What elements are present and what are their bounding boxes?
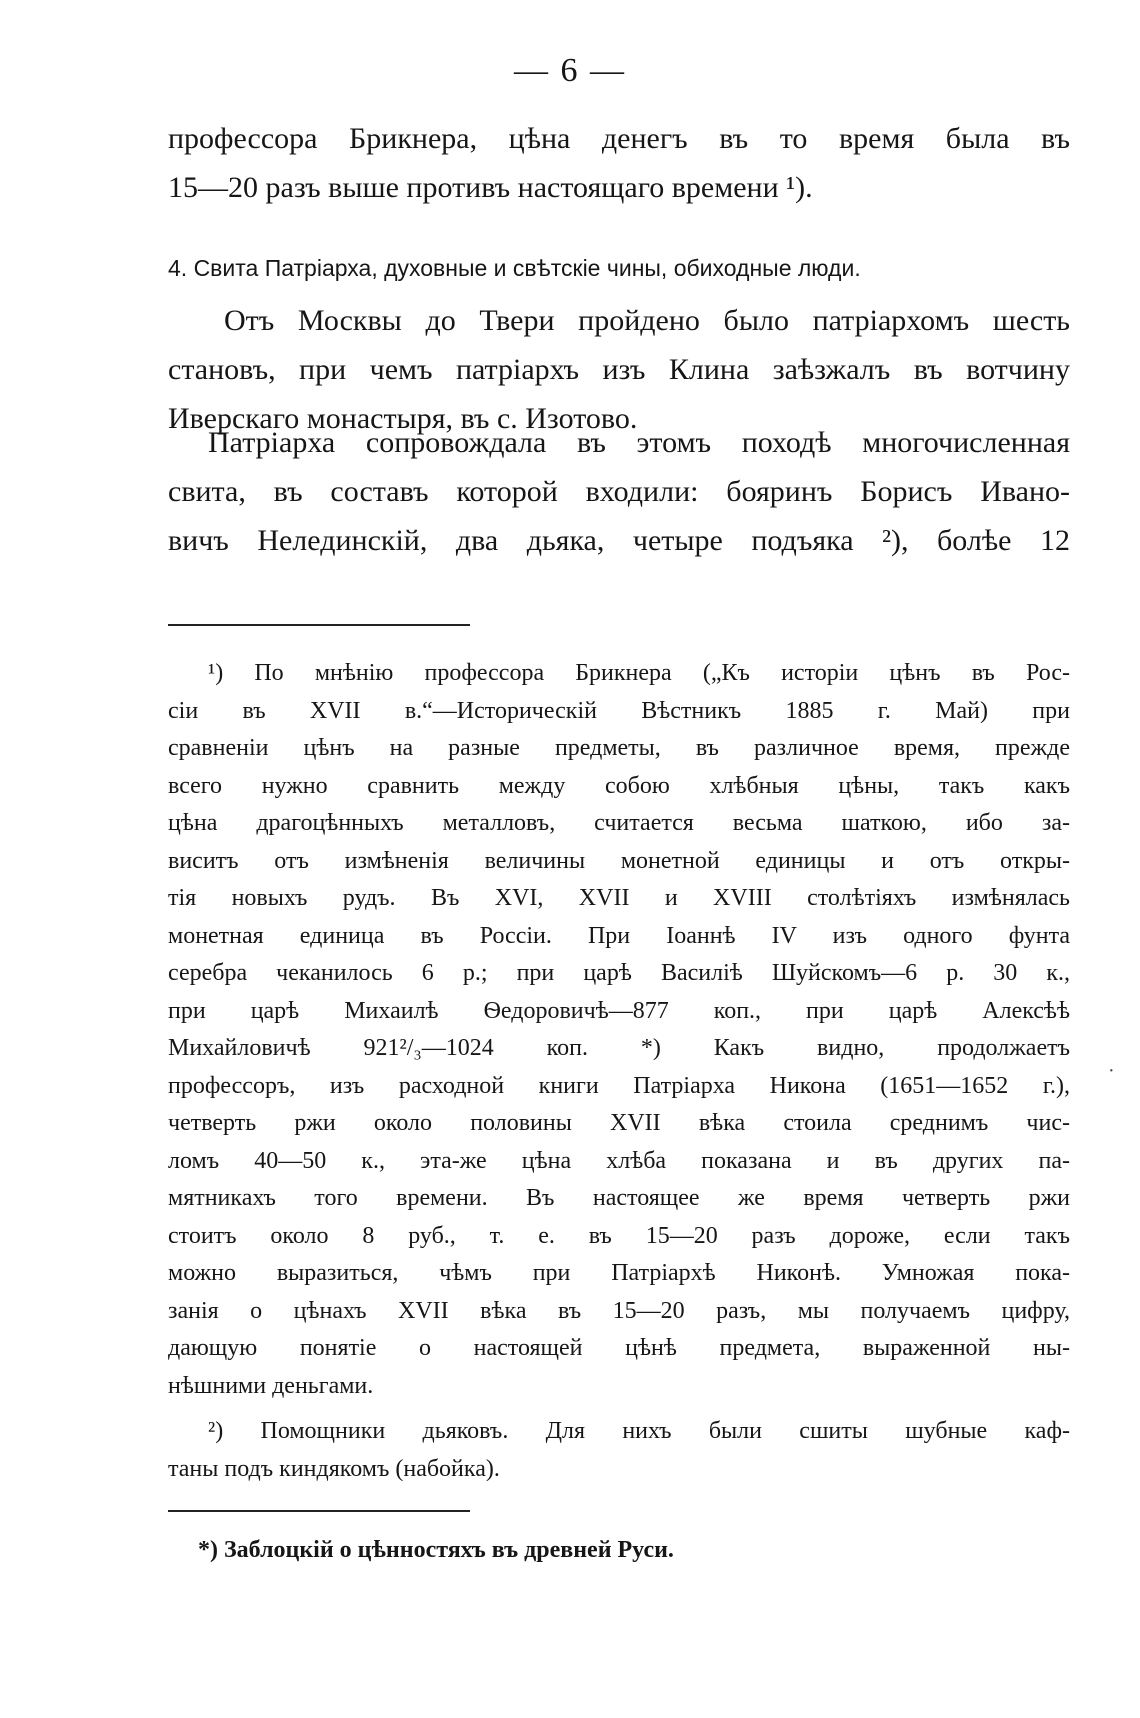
text-line: вичъ Нелединскій, два дьяка, четыре подъяка ²), болѣе 12 <box>168 524 1070 557</box>
footnote-star <box>168 1532 1070 1570</box>
page-number: — 6 — <box>514 52 626 89</box>
footnote-2 <box>168 1413 1070 1488</box>
text-line: 15—20 разъ выше противъ настоящаго времени ¹). <box>168 171 813 204</box>
footnote-line: мятникахъ того времени. Въ настоящее же время четверть ржи <box>168 1185 1070 1211</box>
footnote-line: Михайловичѣ 921²/₃—1024 коп. *) Какъ видно, продолжаетъ <box>168 1035 1070 1061</box>
text-line: Иверскаго монастыря, въ с. Изотово. <box>168 402 638 435</box>
paragraph-2 <box>168 418 1070 565</box>
footnote-line: стоитъ около 8 руб., т. е. въ 15—20 разъ дороже, если такъ <box>168 1222 1070 1249</box>
footnote-line: виситъ отъ измѣненія величины монетной единицы и отъ откры- <box>168 847 1070 874</box>
text-line: становъ, при чемъ патріархъ изъ Клина заѣзжалъ въ вотчину <box>168 353 1070 386</box>
footnote-line: тія новыхъ рудъ. Въ XVI, XVII и XVIII столѣтіяхъ измѣнялась <box>168 885 1070 911</box>
footnote-1 <box>168 655 1070 1405</box>
footnote-line: монетная единица въ Россіи. При Іоаннѣ IV изъ одного фунта <box>168 922 1070 949</box>
footnote-line: серебра чеканилось 6 р.; при царѣ Василіѣ Шуйскомъ—6 р. 30 к., <box>168 960 1070 986</box>
footnote-line: четверть ржи около половины XVII вѣка стоила среднимъ чис- <box>168 1110 1070 1136</box>
footnote-line: дающую понятіе о настоящей цѣнѣ предмета, выраженной ны- <box>168 1335 1070 1361</box>
footnote-line: *) Заблоцкій о цѣнностяхъ въ древней Руси. <box>198 1537 674 1563</box>
footnote-separator-2 <box>168 1510 470 1512</box>
footnote-line: профессоръ, изъ расходной книги Патріарха Никона (1651—1652 г.), <box>168 1072 1070 1099</box>
footnote-line: ²) Помощники дьяковъ. Для нихъ были сшиты шубные каф- <box>208 1418 1070 1444</box>
text-line: профессора Брикнера, цѣна денегъ въ то время была въ <box>168 122 1070 155</box>
footnote-line: сравненіи цѣнъ на разные предметы, въ различное время, прежде <box>168 735 1070 761</box>
text-line: Патріарха сопровождала въ этомъ походѣ многочисленная <box>208 426 1070 459</box>
text-line: свита, въ составъ которой входили: бояринъ Борисъ Ивано- <box>168 475 1070 508</box>
footnote-line: занія о цѣнахъ XVII вѣка въ 15—20 разъ, мы получаемъ цифру, <box>168 1297 1070 1324</box>
text-line: Отъ Москвы до Твери пройдено было патріархомъ шесть <box>224 304 1070 337</box>
footnote-line: таны подъ киндякомъ (набойка). <box>168 1455 500 1482</box>
footnote-line: ломъ 40—50 к., эта-же цѣна хлѣба показана и въ других па- <box>168 1147 1070 1174</box>
footnote-line: сіи въ XVII в.“—Историческій Вѣстникъ 1885 г. Май) при <box>168 697 1070 724</box>
footnote-line: нѣшними деньгами. <box>168 1372 374 1399</box>
footnote-line: ¹) По мнѣнію профессора Брикнера („Къ исторіи цѣнъ въ Рос- <box>208 660 1070 686</box>
footnote-line: цѣна драгоцѣнныхъ металловъ, считается весьма шаткою, ибо за- <box>168 810 1070 836</box>
footnote-separator <box>168 624 470 626</box>
footnote-line: можно выразиться, чѣмъ при Патріархѣ Никонѣ. Умножая пока- <box>168 1260 1070 1286</box>
continuation-paragraph <box>168 114 1070 212</box>
footnote-line: при царѣ Михаилѣ Ѳедоровичѣ—877 коп., при царѣ Алексѣѣ <box>168 997 1070 1024</box>
margin-mark: · <box>1108 1060 1115 1082</box>
footnote-line: всего нужно сравнить между собою хлѣбныя цѣны, такъ какъ <box>168 772 1070 799</box>
section-heading: 4. Свита Патріарха, духовные и свѣтскіе чины, обиходные люди. <box>168 255 861 281</box>
